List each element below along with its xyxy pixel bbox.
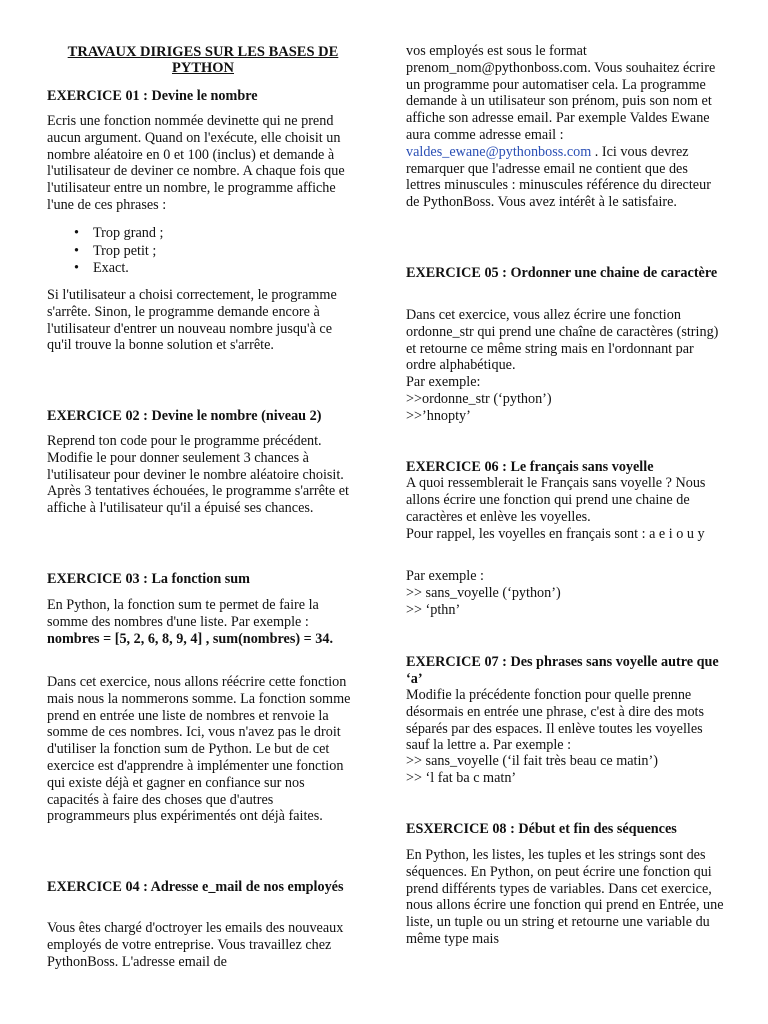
exercise-05-heading: EXERCICE 05 : Ordonner une chaine de caractère — [406, 265, 718, 281]
exercise-07-heading: EXERCICE 07 : Des phrases sans voyelle autre que ‘a’ — [406, 654, 719, 687]
example-line: >> sans_voyelle (‘il fait très beau ce matin’) — [406, 753, 658, 769]
document-title: TRAVAUX DIRIGES SUR LES BASES DE PYTHON — [67, 44, 339, 76]
exercise-02-paragraph: Reprend ton code pour le programme précédent. Modifie le pour donner seulement 3 chances à l'utilisateur pour deviner le nombre aléatoire choisit. Après 3 tentatives échouées, le programme s'arrête et affiche à l'utilisateur qu'il a épuisé ses chances. — [47, 433, 349, 517]
example-label: Par exemple : — [406, 568, 485, 584]
exercise-03-example-code: nombres = [5, 2, 6, 8, 9, 4] , sum(nombres) = 34. — [47, 630, 333, 647]
exercise-04-text-a: vos employés est sous le format prenom_nom@pythonboss.com. Vous souhaitez écrire un programme pour automatiser cela. La programme demande à un utilisateur son prénom, puis son nom et affiche son adresse email. Par exemple Valdes Ewane aura comme adresse email : — [406, 43, 716, 143]
bullet-item: • Trop grand ; — [47, 225, 359, 243]
exercise-07-example — [406, 753, 724, 787]
exercise-01-bullet-list — [47, 225, 359, 278]
exercise-04-paragraph-continued — [406, 43, 724, 211]
exercise-08-heading: ESXERCICE 08 : Début et fin des séquences — [406, 821, 677, 837]
exercise-06-paragraph: A quoi ressemblerait le Français sans voyelle ? Nous allons écrire une fonction qui prend une chaine de caractères et enlève les voyelles. — [406, 475, 706, 525]
bullet-item: • Exact. — [47, 260, 359, 278]
exercise-03-paragraph — [47, 597, 359, 647]
exercise-01-paragraph: Ecris une fonction nommée devinette qui ne prend aucun argument. Quand on l'exécute, elle choisit un nombre aléatoire en 0 et 100 (inclus) et demande à l'utilisateur de deviner ce nombre. A chaque fois que l'utilisateur entre un nombre, le programme affiche l'une de ces phrases : — [47, 113, 345, 213]
exercise-06-heading: EXERCICE 06 : Le français sans voyelle — [406, 459, 654, 475]
example-line: >> ‘l fat ba c matn’ — [406, 769, 517, 786]
bullet-item: • Trop petit ; — [47, 243, 359, 261]
exercise-04-text-b: . Ici vous devrez remarquer que l'adresse email ne contient que des lettres minuscules : minuscules référence du directeur de PythonBoss. Vous avez intérêt à le satisfaire. — [406, 143, 711, 211]
email-example-link[interactable]: valdes_ewane@pythonboss.com — [406, 143, 592, 160]
exercise-01-paragraph-2: Si l'utilisateur a choisi correctement, le programme s'arrête. Sinon, le programme demande encore à l'utilisateur d'entrer un nouveau nombre jusqu'à ce qu'il trouve la bonne solution et s'arrête. — [47, 287, 337, 354]
example-line: >>ordonne_str (‘python’) — [406, 390, 552, 407]
exercise-06-paragraph-2: Pour rappel, les voyelles en français sont : a e i o u y — [406, 526, 705, 542]
exercise-03-paragraph-2: Dans cet exercice, nous allons réécrire cette fonction mais nous la nommerons somme. La fonction somme prend en entrée une liste de nombres et renvoie la somme de ces nombres. Ici, vous n'avez pas le droit d'utiliser la fonction sum de Python. Le but de cet exercice est d'apprendre à implémenter une fonction qui existe déjà et gagner en confiance sur nos capacités à faire des choses que d'autres programmeurs plus expérimentés ont déjà faites. — [47, 674, 351, 825]
example-line: >> sans_voyelle (‘python’) — [406, 584, 561, 601]
example-line: >> ‘pthn’ — [406, 601, 461, 618]
exercise-03-text: En Python, la fonction sum te permet de faire la somme des nombres d'une liste. Par exemple : — [47, 597, 319, 630]
exercise-02-heading: EXERCICE 02 : Devine le nombre (niveau 2) — [47, 408, 322, 424]
exercise-03-heading: EXERCICE 03 : La fonction sum — [47, 571, 250, 587]
example-label: Par exemple: — [406, 374, 481, 390]
exercise-08-paragraph: En Python, les listes, les tuples et les strings sont des séquences. En Python, on peut écrire une fonction qui prend différents types de variables. Dans cet exercice, nous allons écrire une fonction qui prend en Entrée, une liste, un tuple ou un string et retourne une variable du même type mais — [406, 847, 724, 947]
exercise-05-paragraph: Dans cet exercice, vous allez écrire une fonction ordonne_str qui prend une chaîne de caractères (string) et retourne ce même string mais en l'ordonnant par ordre alphabétique. — [406, 307, 719, 374]
exercise-04-paragraph: Vous êtes chargé d'octroyer les emails des nouveaux employés de votre entreprise. Vous travaillez chez PythonBoss. L'adresse email de — [47, 920, 344, 970]
exercise-05-example — [406, 374, 724, 424]
exercise-07-paragraph: Modifie la précédente fonction pour quelle prenne désormais en entrée une phrase, c'est à dire des mots séparés par des espaces. Il enlève toutes les voyelles sauf la lettre a. Par exemple : — [406, 687, 705, 754]
example-line: >>’hnopty’ — [406, 407, 471, 424]
exercise-04-heading: EXERCICE 04 : Adresse e_mail de nos employés — [47, 879, 344, 895]
exercise-06-example — [406, 568, 724, 618]
exercise-01-heading: EXERCICE 01 : Devine le nombre — [47, 88, 258, 104]
